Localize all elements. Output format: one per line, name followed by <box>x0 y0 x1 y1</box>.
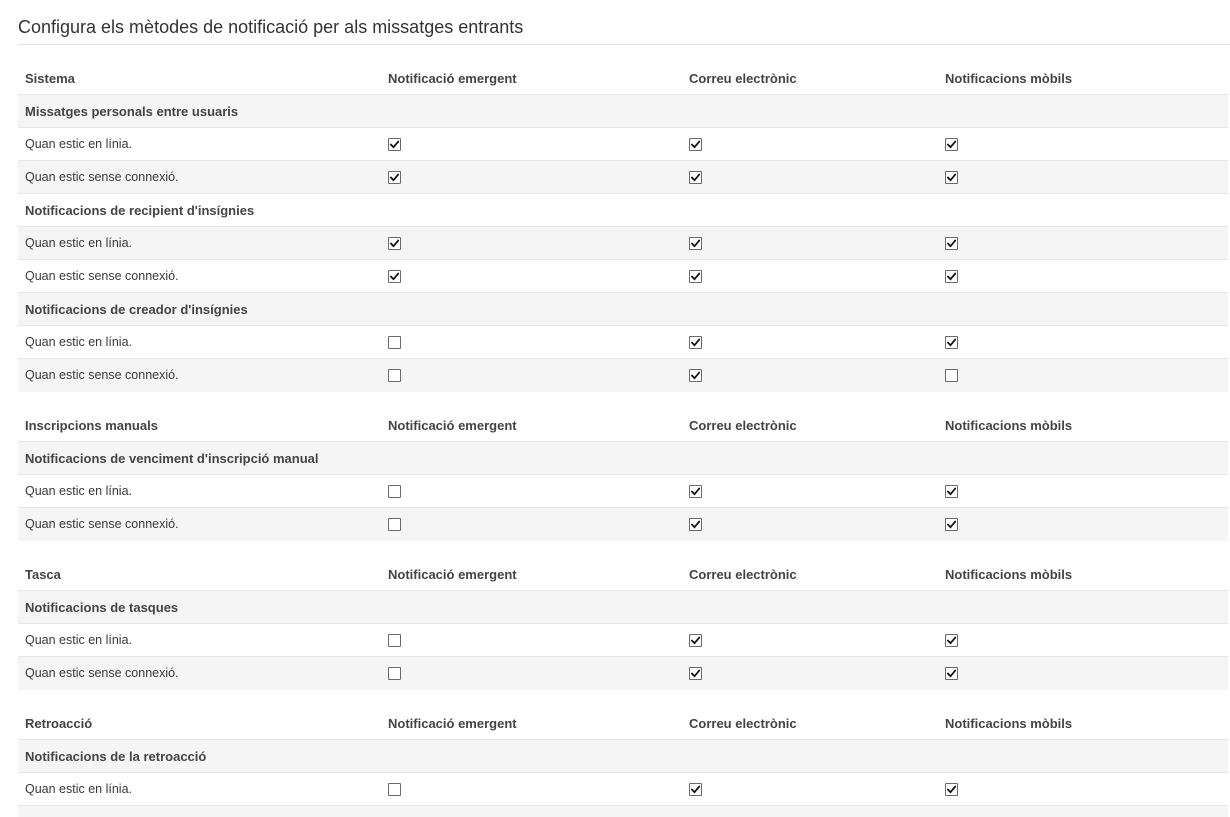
check-mark-icon <box>947 338 956 347</box>
popup-checkbox[interactable] <box>388 369 401 382</box>
state-label: Quan estic en línia. <box>25 484 133 498</box>
popup-checkbox[interactable] <box>388 171 401 184</box>
column-header-popup: Notificació emergent <box>388 567 517 582</box>
check-mark-icon <box>947 669 956 678</box>
group-inscripcions-manuals <box>18 409 1228 541</box>
email-checkbox[interactable] <box>689 336 702 349</box>
email-checkbox[interactable] <box>689 138 702 151</box>
state-row <box>18 260 1228 293</box>
group-title: Tasca <box>25 567 61 582</box>
mobile-checkbox[interactable] <box>945 369 958 382</box>
popup-checkbox[interactable] <box>388 518 401 531</box>
check-mark-icon <box>947 487 956 496</box>
email-checkbox[interactable] <box>689 171 702 184</box>
check-mark-icon <box>691 338 700 347</box>
check-mark-icon <box>691 487 700 496</box>
state-row <box>18 657 1228 690</box>
column-header-email: Correu electrònic <box>689 716 797 731</box>
popup-checkbox[interactable] <box>388 270 401 283</box>
mobile-checkbox[interactable] <box>945 783 958 796</box>
group-sistema <box>18 62 1228 392</box>
check-mark-icon <box>947 272 956 281</box>
mobile-checkbox[interactable] <box>945 336 958 349</box>
email-checkbox[interactable] <box>689 270 702 283</box>
title-divider <box>18 44 1230 45</box>
group-retroaccio <box>18 707 1228 817</box>
column-header-popup: Notificació emergent <box>388 716 517 731</box>
check-mark-icon <box>691 785 700 794</box>
check-mark-icon <box>390 239 399 248</box>
processor-name: Notificacions de la retroacció <box>25 749 207 764</box>
email-checkbox[interactable] <box>689 485 702 498</box>
state-label: Quan estic sense connexió. <box>25 170 179 184</box>
mobile-checkbox[interactable] <box>945 485 958 498</box>
group-header-row <box>18 707 1228 740</box>
column-header-popup: Notificació emergent <box>388 71 517 86</box>
mobile-checkbox[interactable] <box>945 270 958 283</box>
state-row <box>18 161 1228 194</box>
state-row <box>18 227 1228 260</box>
check-mark-icon <box>947 785 956 794</box>
column-header-mobile: Notificacions mòbils <box>945 71 1073 86</box>
column-header-mobile: Notificacions mòbils <box>945 418 1073 433</box>
processor-name: Notificacions de venciment d'inscripció manual <box>25 451 319 466</box>
check-mark-icon <box>390 140 399 149</box>
email-checkbox[interactable] <box>689 369 702 382</box>
processor-row <box>18 95 1228 128</box>
mobile-checkbox[interactable] <box>945 518 958 531</box>
check-mark-icon <box>947 239 956 248</box>
check-mark-icon <box>947 140 956 149</box>
check-mark-icon <box>691 140 700 149</box>
processor-name: Missatges personals entre usuaris <box>25 104 239 119</box>
state-row-partial <box>18 806 1228 817</box>
email-checkbox[interactable] <box>689 783 702 796</box>
mobile-checkbox[interactable] <box>945 138 958 151</box>
group-header-row <box>18 409 1228 442</box>
processor-row <box>18 293 1228 326</box>
state-label: Quan estic sense connexió. <box>25 666 179 680</box>
group-title: Inscripcions manuals <box>25 418 158 433</box>
check-mark-icon <box>947 520 956 529</box>
state-label: Quan estic en línia. <box>25 137 133 151</box>
check-mark-icon <box>390 173 399 182</box>
processor-row <box>18 740 1228 773</box>
processor-row <box>18 194 1228 227</box>
email-checkbox[interactable] <box>689 667 702 680</box>
popup-checkbox[interactable] <box>388 336 401 349</box>
popup-checkbox[interactable] <box>388 783 401 796</box>
popup-checkbox[interactable] <box>388 237 401 250</box>
state-row <box>18 359 1228 392</box>
state-label: Quan estic en línia. <box>25 335 133 349</box>
group-tasca <box>18 558 1228 690</box>
preferences-table <box>18 62 1228 817</box>
page-title: Configura els mètodes de notificació per als missatges entrants <box>18 17 524 37</box>
state-label: Quan estic en línia. <box>25 633 133 647</box>
processor-row <box>18 591 1228 624</box>
check-mark-icon <box>691 520 700 529</box>
state-label: Quan estic sense connexió. <box>25 517 179 531</box>
email-checkbox[interactable] <box>689 518 702 531</box>
check-mark-icon <box>691 239 700 248</box>
state-row <box>18 128 1228 161</box>
check-mark-icon <box>691 272 700 281</box>
state-row <box>18 508 1228 541</box>
state-label: Quan estic sense connexió. <box>25 368 179 382</box>
column-header-email: Correu electrònic <box>689 567 797 582</box>
check-mark-icon <box>947 636 956 645</box>
state-row <box>18 326 1228 359</box>
check-mark-icon <box>947 173 956 182</box>
group-title: Retroacció <box>25 716 93 731</box>
check-mark-icon <box>691 371 700 380</box>
group-header-row <box>18 558 1228 591</box>
state-label: Quan estic sense connexió. <box>25 269 179 283</box>
group-header-row <box>18 62 1228 95</box>
popup-checkbox[interactable] <box>388 485 401 498</box>
state-label: Quan estic en línia. <box>25 782 133 796</box>
check-mark-icon <box>691 173 700 182</box>
popup-checkbox[interactable] <box>388 667 401 680</box>
column-header-popup: Notificació emergent <box>388 418 517 433</box>
mobile-checkbox[interactable] <box>945 237 958 250</box>
check-mark-icon <box>691 669 700 678</box>
popup-checkbox[interactable] <box>388 634 401 647</box>
check-mark-icon <box>390 272 399 281</box>
state-row <box>18 475 1228 508</box>
column-header-mobile: Notificacions mòbils <box>945 716 1073 731</box>
email-checkbox[interactable] <box>689 634 702 647</box>
state-row <box>18 624 1228 657</box>
mobile-checkbox[interactable] <box>945 634 958 647</box>
mobile-checkbox[interactable] <box>945 171 958 184</box>
processor-name: Notificacions de creador d'insígnies <box>25 302 248 317</box>
group-title: Sistema <box>25 71 75 86</box>
column-header-email: Correu electrònic <box>689 71 797 86</box>
state-row <box>18 773 1228 806</box>
column-header-email: Correu electrònic <box>689 418 797 433</box>
state-label: Quan estic en línia. <box>25 236 133 250</box>
processor-name: Notificacions de recipient d'insígnies <box>25 203 255 218</box>
processor-row <box>18 442 1228 475</box>
column-header-mobile: Notificacions mòbils <box>945 567 1073 582</box>
email-checkbox[interactable] <box>689 237 702 250</box>
check-mark-icon <box>691 636 700 645</box>
mobile-checkbox[interactable] <box>945 667 958 680</box>
popup-checkbox[interactable] <box>388 138 401 151</box>
processor-name: Notificacions de tasques <box>25 600 179 615</box>
